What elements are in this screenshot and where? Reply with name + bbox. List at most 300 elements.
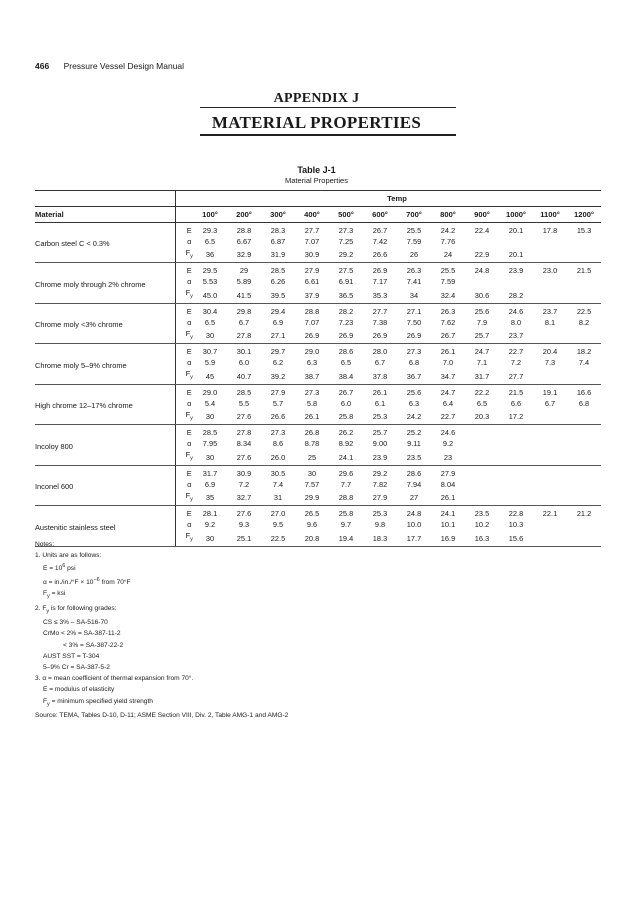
- property-value: 27.3: [270, 428, 286, 438]
- table-row: [35, 425, 601, 439]
- property-value: [567, 465, 601, 479]
- property-value: 37.8: [363, 368, 397, 384]
- table-source: Source: TEMA, Tables D-10, D-11; ASME Section VIII, Div. 2, Table AMG-1 and AMG-2: [35, 712, 289, 720]
- property-value: 22.2: [474, 387, 490, 397]
- property-value: 7.25: [338, 237, 354, 246]
- property-value: 27.6: [236, 509, 252, 519]
- property-value: [533, 276, 567, 287]
- property-value: 18.2: [576, 347, 592, 357]
- property-value: 5.7: [272, 398, 284, 408]
- material-name: Chrome moly <3% chrome: [35, 303, 175, 343]
- property-value: 7.2: [238, 479, 250, 489]
- property-value: 7.59: [406, 237, 422, 246]
- property-value: 30: [193, 449, 227, 465]
- property-symbol: E: [186, 266, 192, 276]
- property-value: 7.57: [304, 479, 320, 489]
- property-value: 38.4: [329, 368, 363, 384]
- property-value: 27.7: [372, 306, 388, 316]
- property-value: 25.3: [363, 409, 397, 425]
- property-value: 22.1: [542, 509, 558, 519]
- property-value: 20.1: [499, 247, 533, 263]
- note-subscript: y: [47, 700, 50, 707]
- property-value: 5.8: [306, 398, 318, 408]
- material-name: Carbon steel C < 0.3%: [35, 223, 175, 263]
- property-value: 6.8: [408, 358, 420, 368]
- property-value: 32.7: [227, 490, 261, 506]
- property-value: 37.9: [295, 287, 329, 303]
- property-value: 34.7: [431, 368, 465, 384]
- table-row: [35, 506, 601, 520]
- property-value: 17.2: [499, 409, 533, 425]
- blank-header-cell: [175, 191, 193, 207]
- property-value: [465, 490, 499, 506]
- property-value: 23.7: [499, 328, 533, 344]
- property-value: [533, 425, 567, 439]
- property-value: 7.59: [440, 277, 456, 287]
- property-symbol: α: [187, 317, 192, 327]
- table-row: [35, 344, 601, 358]
- property-value: [533, 368, 567, 384]
- property-value: [533, 519, 567, 530]
- property-value: 6.61: [304, 277, 320, 287]
- property-value: 6.5: [476, 398, 488, 408]
- property-symbol: E: [186, 306, 192, 316]
- note-3: 3. α = mean coefficient of thermal expansion from 70°.: [35, 675, 194, 683]
- symbol-subscript: y: [190, 253, 193, 260]
- temp-column-header: 900°: [465, 207, 499, 223]
- property-value: 28.5: [202, 428, 218, 438]
- property-value: 27.3: [304, 387, 320, 397]
- property-value: 6.3: [408, 398, 420, 408]
- property-value: [533, 236, 567, 247]
- property-value: 7.76: [440, 237, 456, 246]
- property-value: 25.2: [406, 428, 422, 438]
- table-title: Table J-1: [297, 165, 336, 175]
- appendix-title: MATERIAL PROPERTIES: [211, 113, 422, 132]
- property-value: 8.34: [236, 439, 252, 449]
- property-value: 36: [193, 247, 227, 263]
- property-value: 24.6: [508, 306, 524, 316]
- property-value: 28.6: [406, 468, 422, 478]
- property-value: 7.17: [372, 277, 388, 287]
- property-value: 26.2: [338, 428, 354, 438]
- symbol-subscript: y: [190, 536, 193, 543]
- property-value: 6.5: [340, 358, 352, 368]
- appendix-label: APPENDIX J: [273, 91, 360, 106]
- property-value: 29.6: [338, 468, 354, 478]
- property-symbol: α: [187, 398, 192, 408]
- property-value: [465, 276, 499, 287]
- property-symbol: E: [186, 509, 192, 519]
- note-1-e: [35, 561, 288, 574]
- symbol-subscript: y: [190, 293, 193, 300]
- property-value: 26.9: [363, 328, 397, 344]
- property-value: [533, 328, 567, 344]
- property-value: 23.0: [542, 266, 558, 276]
- property-value: 32.9: [227, 247, 261, 263]
- property-value: 8.1: [544, 317, 556, 327]
- property-value: 28.2: [338, 306, 354, 316]
- property-value: [465, 438, 499, 449]
- property-value: 26.3: [406, 266, 422, 276]
- table-row: [35, 223, 601, 237]
- property-value: 26.6: [261, 409, 295, 425]
- note-text: from 70°F: [99, 578, 131, 586]
- temp-column-header: 600°: [363, 207, 397, 223]
- property-value: [567, 409, 601, 425]
- property-value: 9.11: [407, 439, 421, 449]
- property-value: 9.8: [374, 520, 386, 530]
- property-value: 41.5: [227, 287, 261, 303]
- property-value: 35: [193, 490, 227, 506]
- property-value: 22.7: [508, 347, 524, 357]
- property-value: 6.6: [510, 398, 522, 408]
- property-value: 28.5: [236, 387, 252, 397]
- property-value: 6.4: [442, 398, 454, 408]
- property-value: 45.0: [193, 287, 227, 303]
- property-symbol: $F_y$: [175, 409, 193, 425]
- property-value: 22.9: [465, 247, 499, 263]
- property-value: 39.2: [261, 368, 295, 384]
- property-value: 9.7: [340, 520, 352, 530]
- property-value: 7.41: [406, 277, 422, 287]
- property-value: [533, 409, 567, 425]
- property-value: 28.3: [270, 226, 286, 235]
- property-value: 28.8: [236, 226, 252, 235]
- property-value: [567, 276, 601, 287]
- property-value: 19.1: [542, 387, 558, 397]
- property-value: 27.9: [304, 266, 320, 276]
- property-value: [533, 449, 567, 465]
- property-value: 26.7: [431, 328, 465, 344]
- note-grade: CS ≤ 3% – SA-516-70: [43, 619, 108, 627]
- property-value: 7.94: [406, 479, 422, 489]
- property-value: 15.6: [499, 530, 533, 546]
- property-value: 24.7: [474, 347, 490, 357]
- property-value: 27.7: [499, 368, 533, 384]
- property-value: 20.4: [542, 347, 558, 357]
- property-value: 6.0: [238, 358, 250, 368]
- property-value: 26.6: [363, 247, 397, 263]
- property-value: 29.5: [202, 266, 218, 276]
- property-value: 27.1: [406, 306, 422, 316]
- property-value: 25.7: [465, 328, 499, 344]
- property-value: 7.82: [372, 479, 388, 489]
- property-value: 7.42: [372, 237, 388, 246]
- property-symbol: E: [186, 226, 192, 235]
- property-value: 30.4: [202, 306, 218, 316]
- property-value: 6.0: [340, 398, 352, 408]
- property-value: 16.3: [465, 530, 499, 546]
- property-symbol: E: [186, 468, 192, 478]
- property-value: 22.7: [431, 409, 465, 425]
- property-value: 28.8: [304, 306, 320, 316]
- property-value: 26.1: [295, 409, 329, 425]
- property-symbol: α: [187, 479, 192, 489]
- blank-header-cell: [35, 191, 175, 207]
- property-value: 22.4: [474, 226, 490, 235]
- property-value: [567, 368, 601, 384]
- property-value: 9.6: [306, 520, 318, 530]
- note-grade: 5–9% Cr = SA-387-5-2: [43, 664, 110, 672]
- property-value: 27.9: [363, 490, 397, 506]
- property-value: 26.1: [440, 347, 456, 357]
- temp-column-header: 200°: [227, 207, 261, 223]
- note-subscript: y: [47, 593, 50, 600]
- property-value: [567, 247, 601, 263]
- property-value: 25.3: [372, 509, 388, 519]
- material-name: Incoloy 800: [35, 425, 175, 465]
- property-value: 5.53: [202, 277, 218, 287]
- property-value: [533, 479, 567, 490]
- property-value: 29.2: [372, 468, 388, 478]
- material-name: Austenitic stainless steel: [35, 506, 175, 546]
- property-value: 6.91: [338, 277, 354, 287]
- property-value: 30: [193, 328, 227, 344]
- property-value: 8.2: [578, 317, 590, 327]
- temp-column-header: 300°: [261, 207, 295, 223]
- property-value: 26.0: [261, 449, 295, 465]
- note-text: α = in./in./°F × 10: [43, 578, 94, 586]
- property-value: 26.5: [304, 509, 320, 519]
- property-value: 23.5: [397, 449, 431, 465]
- property-value: 30: [193, 530, 227, 546]
- property-value: 21.5: [576, 266, 592, 276]
- property-value: 23.7: [542, 306, 558, 316]
- property-symbol: α: [187, 237, 192, 246]
- property-symbol: E: [186, 428, 192, 438]
- property-value: 20.3: [465, 409, 499, 425]
- property-value: 7.0: [442, 358, 454, 368]
- property-value: 7.4: [272, 479, 284, 489]
- property-symbol: E: [186, 347, 192, 357]
- property-symbol: $F_y$: [175, 328, 193, 344]
- property-symbol: $F_y$: [175, 368, 193, 384]
- table-row: [35, 303, 601, 317]
- property-value: 23: [431, 449, 465, 465]
- note-grade: AUST SST = T-304: [43, 652, 100, 660]
- property-value: 38.7: [295, 368, 329, 384]
- property-value: [499, 490, 533, 506]
- property-value: 5.89: [236, 277, 252, 287]
- property-value: 24.8: [406, 509, 422, 519]
- property-value: 36.7: [397, 368, 431, 384]
- property-value: 26.9: [295, 328, 329, 344]
- property-value: 7.3: [544, 358, 556, 368]
- property-value: 10.1: [440, 520, 456, 530]
- property-value: [567, 287, 601, 303]
- table-row: [35, 465, 601, 479]
- property-value: 22.5: [576, 306, 592, 316]
- property-value: 6.9: [204, 479, 216, 489]
- property-value: 29.0: [202, 387, 218, 397]
- property-value: 27.3: [338, 226, 354, 235]
- note-superscript: 6: [62, 563, 66, 570]
- property-value: [499, 479, 533, 490]
- property-value: 7.38: [372, 317, 388, 327]
- title-rule-top: [200, 107, 456, 108]
- property-value: [567, 479, 601, 490]
- material-name: Inconel 600: [35, 465, 175, 505]
- notes-heading: Notes:: [35, 541, 55, 548]
- property-value: 31: [261, 490, 295, 506]
- note-1-fy: [35, 588, 288, 603]
- property-value: [499, 438, 533, 449]
- property-value: 18.3: [363, 530, 397, 546]
- property-value: [567, 449, 601, 465]
- blank-header-cell: [175, 207, 193, 223]
- property-value: 22.8: [508, 509, 524, 519]
- property-value: 27.6: [227, 449, 261, 465]
- property-value: 20.8: [295, 530, 329, 546]
- property-value: 6.5: [204, 317, 216, 327]
- property-value: 26.9: [372, 266, 388, 276]
- property-value: 29: [239, 266, 249, 276]
- property-value: 28.2: [499, 287, 533, 303]
- property-value: [499, 276, 533, 287]
- property-value: 31.7: [202, 468, 218, 478]
- page-number: 466: [35, 61, 50, 71]
- property-value: 30.7: [202, 347, 218, 357]
- property-value: [567, 530, 601, 546]
- property-value: 40.7: [227, 368, 261, 384]
- property-value: 30.9: [236, 468, 252, 478]
- table-body: [35, 223, 601, 547]
- note-text: 2. F: [35, 604, 47, 612]
- property-value: [465, 425, 499, 439]
- property-value: [567, 438, 601, 449]
- property-value: 30.6: [465, 287, 499, 303]
- property-value: 24.2: [440, 226, 456, 235]
- property-value: 8.04: [440, 479, 456, 489]
- property-value: 29.0: [304, 347, 320, 357]
- property-value: 16.6: [576, 387, 592, 397]
- property-symbol: α: [187, 358, 192, 368]
- property-value: [465, 465, 499, 479]
- column-header-row: [35, 207, 601, 223]
- property-value: [533, 490, 567, 506]
- property-value: 25.6: [474, 306, 490, 316]
- property-value: [533, 530, 567, 546]
- property-value: 7.9: [476, 317, 488, 327]
- property-value: 29.3: [202, 226, 218, 235]
- temp-column-header: 1200°: [567, 207, 601, 223]
- running-head: [35, 61, 184, 71]
- property-value: 24: [431, 247, 465, 263]
- property-value: 28.6: [338, 347, 354, 357]
- property-value: 32.4: [431, 287, 465, 303]
- property-symbol: α: [187, 520, 192, 530]
- property-value: 25.8: [329, 409, 363, 425]
- symbol-subscript: y: [190, 455, 193, 462]
- property-value: 7.07: [304, 317, 320, 327]
- property-value: 6.67: [236, 237, 252, 246]
- note-text: = minimum specified yield strength: [49, 697, 153, 705]
- property-value: 26.9: [397, 328, 431, 344]
- property-value: 26: [397, 247, 431, 263]
- temp-column-header: 800°: [431, 207, 465, 223]
- property-value: 36.5: [329, 287, 363, 303]
- property-value: 31.9: [261, 247, 295, 263]
- note-subscript: y: [46, 608, 50, 615]
- property-value: 27.0: [270, 509, 286, 519]
- property-value: [567, 425, 601, 439]
- property-value: 27: [397, 490, 431, 506]
- note-grade: CrMo < 2% = SA-387-11-2: [43, 630, 121, 638]
- property-value: 16.9: [431, 530, 465, 546]
- note-3-e: E = modulus of elasticity: [43, 686, 115, 694]
- property-value: 31.7: [465, 368, 499, 384]
- property-value: 6.87: [270, 237, 286, 246]
- property-value: 45: [193, 368, 227, 384]
- temp-column-header: 500°: [329, 207, 363, 223]
- property-value: 24.1: [440, 509, 456, 519]
- property-value: 28.8: [329, 490, 363, 506]
- property-value: 23.9: [508, 266, 524, 276]
- property-value: 9.2: [442, 439, 454, 449]
- property-value: 25.5: [440, 266, 456, 276]
- property-symbol: $F_y$: [175, 449, 193, 465]
- note-text: F: [43, 590, 48, 598]
- property-value: 23.5: [474, 509, 490, 519]
- property-value: 17.8: [542, 226, 558, 235]
- temp-column-header: 700°: [397, 207, 431, 223]
- property-value: [567, 328, 601, 344]
- property-value: [533, 247, 567, 263]
- property-value: [533, 465, 567, 479]
- property-value: 8.0: [510, 317, 522, 327]
- property-value: 25.7: [372, 428, 388, 438]
- property-value: 6.5: [204, 237, 216, 246]
- property-value: 26.1: [372, 387, 388, 397]
- property-symbol: $F_y$: [175, 287, 193, 303]
- property-symbol: $F_y$: [175, 530, 193, 546]
- property-value: 9.5: [272, 520, 284, 530]
- property-value: 27.8: [236, 428, 252, 438]
- note-text: F: [43, 697, 48, 705]
- property-value: 28.1: [202, 509, 218, 519]
- property-value: 15.3: [576, 226, 592, 235]
- temp-column-header: 1000°: [499, 207, 533, 223]
- note-2: [35, 603, 288, 618]
- property-value: 24.1: [329, 449, 363, 465]
- property-value: 27.9: [270, 387, 286, 397]
- property-value: [567, 519, 601, 530]
- property-value: [499, 465, 533, 479]
- property-value: 19.4: [329, 530, 363, 546]
- property-value: 27.5: [338, 266, 354, 276]
- symbol-subscript: y: [190, 374, 193, 381]
- note-text: is for following grades:: [49, 604, 117, 612]
- property-value: 30: [193, 409, 227, 425]
- property-value: 8.6: [272, 439, 284, 449]
- property-value: 24.2: [397, 409, 431, 425]
- property-value: 7.23: [338, 317, 354, 327]
- property-value: 34: [397, 287, 431, 303]
- property-symbol: α: [187, 277, 192, 287]
- property-value: 7.4: [578, 358, 590, 368]
- property-value: 5.4: [204, 398, 216, 408]
- temp-column-header: 400°: [295, 207, 329, 223]
- note-text: = ksi: [49, 590, 66, 598]
- material-properties-table: [35, 190, 601, 547]
- property-value: [567, 490, 601, 506]
- note-3-fy: [35, 696, 288, 711]
- property-value: 6.2: [272, 358, 284, 368]
- property-value: 25.1: [227, 530, 261, 546]
- note-1-alpha: [35, 575, 288, 588]
- property-value: 28.5: [270, 266, 286, 276]
